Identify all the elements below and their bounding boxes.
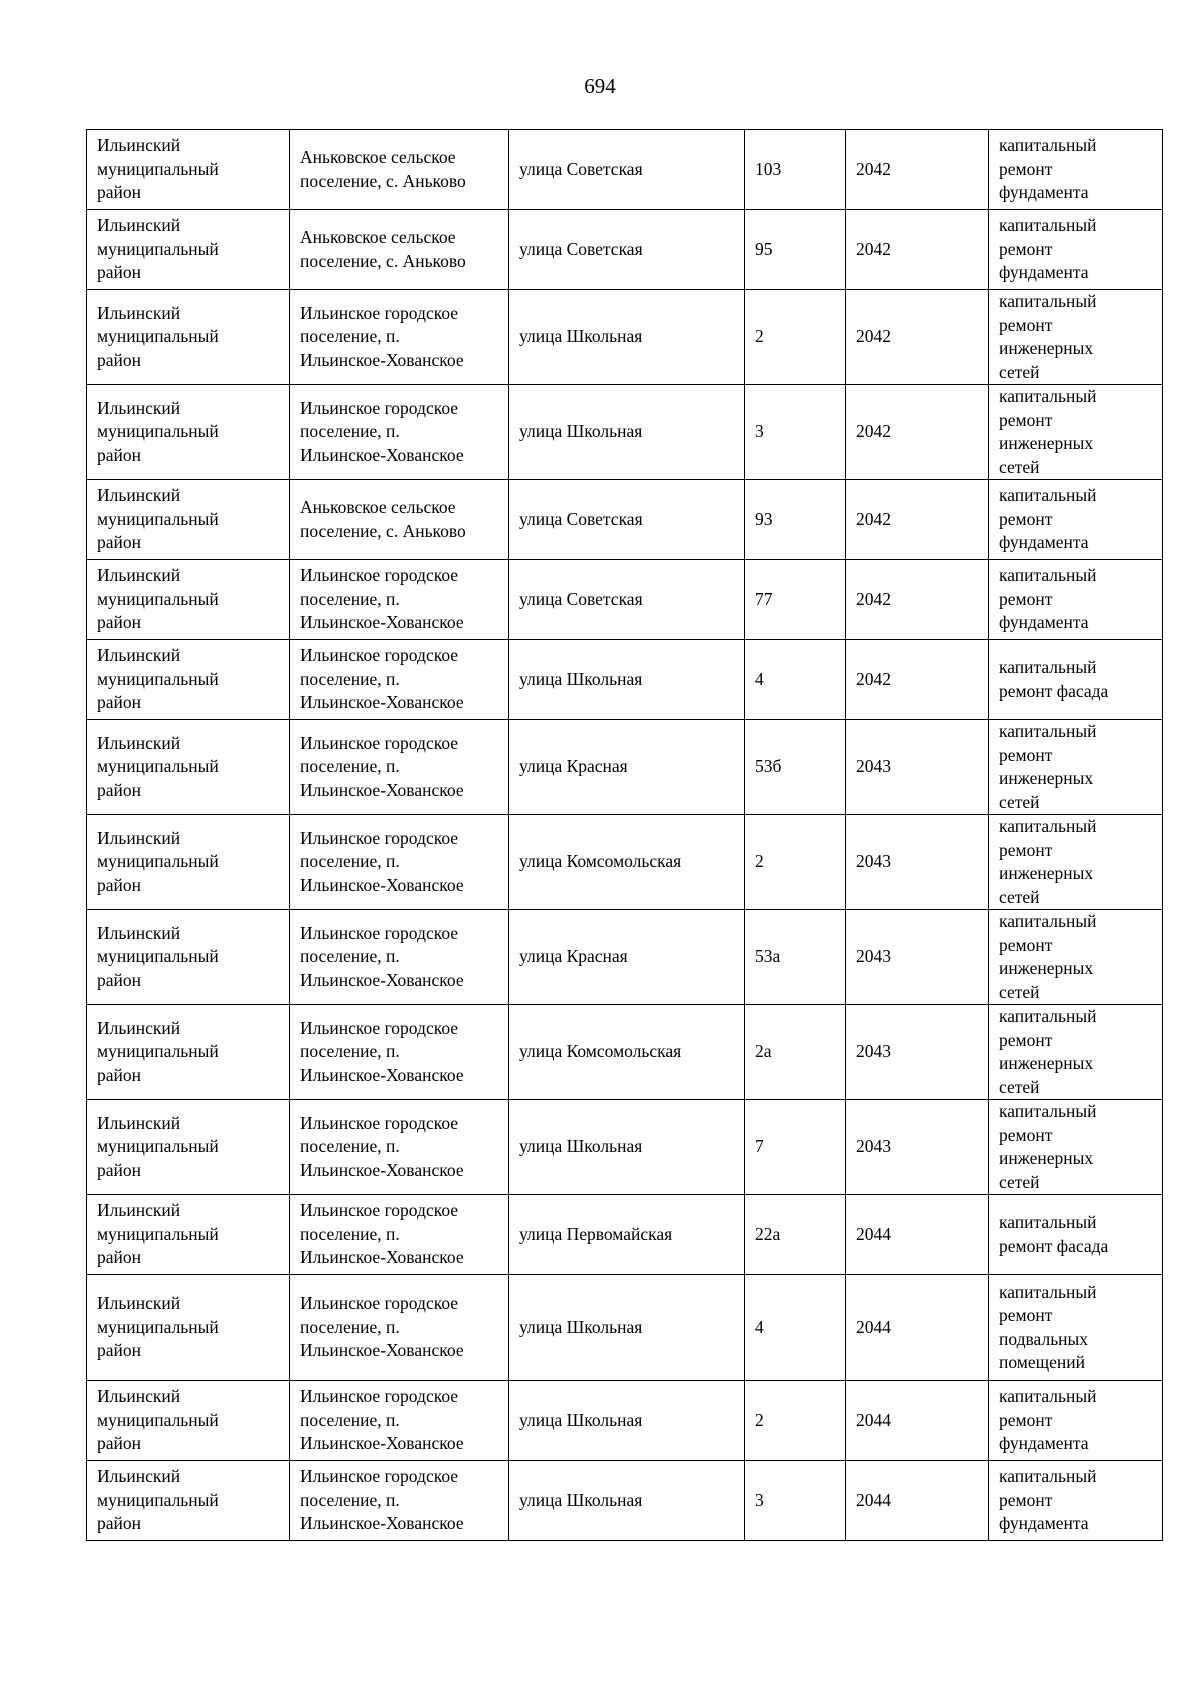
table-row — [87, 910, 1163, 1005]
settlement-cell-line: Ильинское городское — [300, 1017, 459, 1038]
year-cell: 2042 — [846, 640, 989, 720]
district-cell-line: Ильинский — [97, 827, 181, 848]
work-type-cell-line: ремонт — [999, 238, 1053, 259]
street-cell: улица Школьная — [509, 1100, 745, 1195]
district-cell-line: муниципальный — [97, 1316, 219, 1337]
house-number-cell: 103 — [745, 130, 846, 210]
table-row — [87, 480, 1163, 560]
district-cell-line: Ильинский — [97, 1112, 181, 1133]
settlement-cell-line: Аньковское сельское — [300, 147, 456, 167]
work-type-cell-line: сетей — [999, 886, 1040, 907]
settlement-cell-line: поселение, п. — [300, 851, 400, 872]
work-type-cell — [989, 1195, 1163, 1275]
work-type-cell-line: капитальный — [999, 485, 1097, 506]
work-type-cell-line: капитальный — [999, 1466, 1097, 1487]
street-cell: улица Советская — [509, 560, 745, 640]
table-row — [87, 1195, 1163, 1275]
settlement-cell — [290, 1381, 509, 1461]
settlement-cell-line: Ильинское городское — [300, 645, 459, 666]
street-cell: улица Школьная — [509, 640, 745, 720]
work-type-cell-line: капитальный — [999, 1386, 1097, 1407]
district-cell-line: район — [97, 874, 141, 895]
table-row — [87, 560, 1163, 640]
year-cell: 2044 — [846, 1275, 989, 1381]
district-cell-line: район — [97, 1340, 141, 1361]
work-type-cell-line: фундамента — [999, 612, 1089, 633]
house-number-cell: 95 — [745, 210, 846, 290]
table-row — [87, 210, 1163, 290]
settlement-cell — [290, 910, 509, 1005]
table-row — [87, 1275, 1163, 1381]
work-type-cell — [989, 1100, 1163, 1195]
house-number-cell: 2 — [745, 290, 846, 385]
district-cell-line: Ильинский — [97, 1293, 181, 1314]
district-cell-line: Ильинский — [97, 565, 181, 586]
work-type-cell-line: фундамента — [999, 1513, 1089, 1534]
street-cell: улица Комсомольская — [509, 815, 745, 910]
work-type-cell-line: сетей — [999, 361, 1040, 382]
work-type-cell-line: капитальный — [999, 721, 1097, 741]
district-cell — [87, 290, 290, 385]
house-number-cell: 3 — [745, 1461, 846, 1541]
settlement-cell-line: Ильинское городское — [300, 1293, 459, 1314]
page-number: 694 — [584, 74, 616, 98]
district-cell-line: район — [97, 1513, 141, 1534]
work-type-cell-line: сетей — [999, 456, 1040, 477]
settlement-cell-line: Ильинское городское — [300, 565, 459, 586]
work-type-cell-line: капитальный — [999, 215, 1097, 236]
district-cell-line: муниципальный — [97, 946, 219, 967]
settlement-cell-line: Ильинское-Хованское — [300, 779, 464, 800]
settlement-cell-line: поселение, п. — [300, 756, 400, 777]
house-number-cell: 53а — [745, 910, 846, 1005]
district-cell-line: муниципальный — [97, 508, 219, 529]
settlement-cell-line: Ильинское городское — [300, 397, 459, 418]
district-cell-line: муниципальный — [97, 238, 219, 259]
work-type-cell — [989, 815, 1163, 910]
settlement-cell-line: поселение, п. — [300, 1136, 400, 1157]
year-cell: 2044 — [846, 1381, 989, 1461]
work-type-cell — [989, 1461, 1163, 1541]
settlement-cell-line: Ильинское-Хованское — [300, 1433, 464, 1454]
district-cell-line: Ильинский — [97, 397, 181, 418]
settlement-cell — [290, 1195, 509, 1275]
settlement-cell-line: Ильинское-Хованское — [300, 969, 464, 990]
work-type-cell-line: инженерных — [999, 1053, 1094, 1073]
district-cell-line: Ильинский — [97, 215, 181, 236]
work-type-cell-line: ремонт — [999, 409, 1053, 430]
work-type-cell — [989, 1005, 1163, 1100]
settlement-cell-line: Ильинское городское — [300, 732, 459, 753]
district-cell — [87, 1195, 290, 1275]
settlement-cell-line: Аньковское сельское — [300, 497, 456, 517]
settlement-cell-line: поселение, п. — [300, 588, 400, 609]
work-type-cell — [989, 480, 1163, 560]
work-type-cell-line: ремонт фасада — [999, 1235, 1109, 1256]
work-type-cell-line: сетей — [999, 1171, 1040, 1192]
district-cell-line: район — [97, 1433, 141, 1454]
work-type-cell-line: капитальный — [999, 1212, 1097, 1232]
table-row — [87, 1005, 1163, 1100]
district-cell — [87, 560, 290, 640]
district-cell — [87, 1381, 290, 1461]
district-cell-line: муниципальный — [97, 421, 219, 442]
district-cell — [87, 640, 290, 720]
district-cell-line: муниципальный — [97, 851, 219, 872]
work-type-cell-line: капитальный — [999, 657, 1097, 677]
house-number-cell: 22а — [745, 1195, 846, 1275]
settlement-cell-line: поселение, п. — [300, 1409, 400, 1430]
district-cell-line: муниципальный — [97, 668, 219, 689]
street-cell: улица Школьная — [509, 290, 745, 385]
work-type-cell-line: ремонт — [999, 508, 1053, 529]
settlement-cell-line: Ильинское-Хованское — [300, 612, 464, 633]
year-cell: 2043 — [846, 720, 989, 815]
settlement-cell-line: поселение, п. — [300, 421, 400, 442]
district-cell-line: муниципальный — [97, 1409, 219, 1430]
work-type-cell-line: капитальный — [999, 911, 1097, 931]
settlement-cell-line: Ильинское городское — [300, 302, 459, 323]
settlement-cell — [290, 560, 509, 640]
work-type-cell-line: инженерных — [999, 863, 1094, 883]
work-type-cell — [989, 560, 1163, 640]
work-type-cell-line: капитальный — [999, 386, 1097, 406]
work-type-cell — [989, 210, 1163, 290]
house-number-cell: 3 — [745, 385, 846, 480]
district-cell — [87, 385, 290, 480]
settlement-cell-line: поселение, с. Аньково — [300, 170, 466, 191]
district-cell-line: муниципальный — [97, 1223, 219, 1244]
work-type-cell-line: ремонт — [999, 1409, 1053, 1430]
work-type-cell-line: ремонт — [999, 1489, 1053, 1510]
work-type-cell — [989, 130, 1163, 210]
settlement-cell-line: Ильинское-Хованское — [300, 1159, 464, 1180]
settlement-cell-line: поселение, с. Аньково — [300, 520, 466, 541]
settlement-cell-line: Ильинское городское — [300, 922, 459, 943]
settlement-cell — [290, 1275, 509, 1381]
district-cell-line: муниципальный — [97, 588, 219, 609]
district-cell-line: Ильинский — [97, 1466, 181, 1487]
work-type-cell-line: ремонт — [999, 1305, 1053, 1325]
street-cell: улица Советская — [509, 130, 745, 210]
district-cell-line: Ильинский — [97, 732, 181, 753]
district-cell-line: район — [97, 1064, 141, 1085]
settlement-cell-line: поселение, п. — [300, 1316, 400, 1337]
settlement-cell — [290, 1461, 509, 1541]
work-type-cell — [989, 1381, 1163, 1461]
street-cell: улица Красная — [509, 720, 745, 815]
settlement-cell-line: Ильинское-Хованское — [300, 1247, 464, 1268]
house-number-cell: 2а — [745, 1005, 846, 1100]
settlement-cell — [290, 210, 509, 290]
work-type-cell-line: капитальный — [999, 291, 1097, 311]
work-type-cell-line: фундамента — [999, 1433, 1089, 1454]
settlement-cell-line: Ильинское-Хованское — [300, 1340, 464, 1361]
street-cell: улица Школьная — [509, 1381, 745, 1461]
settlement-cell-line: поселение, п. — [300, 946, 400, 967]
district-cell — [87, 720, 290, 815]
district-cell — [87, 1461, 290, 1541]
district-cell-line: район — [97, 444, 141, 465]
district-cell-line: муниципальный — [97, 756, 219, 777]
year-cell: 2043 — [846, 1005, 989, 1100]
work-type-cell-line: ремонт — [999, 1029, 1053, 1050]
year-cell: 2044 — [846, 1461, 989, 1541]
district-cell-line: район — [97, 969, 141, 990]
work-type-cell-line: сетей — [999, 1076, 1040, 1097]
work-type-cell-line: сетей — [999, 981, 1040, 1002]
district-cell-line: Ильинский — [97, 1386, 181, 1407]
work-type-cell-line: инженерных — [999, 433, 1094, 453]
house-number-cell: 4 — [745, 1275, 846, 1381]
work-type-cell-line: капитальный — [999, 1101, 1097, 1121]
house-number-cell: 7 — [745, 1100, 846, 1195]
year-cell: 2042 — [846, 130, 989, 210]
table-row — [87, 815, 1163, 910]
district-cell-line: район — [97, 612, 141, 633]
settlement-cell-line: поселение, с. Аньково — [300, 250, 466, 271]
district-cell-line: Ильинский — [97, 1200, 181, 1221]
settlement-cell — [290, 1100, 509, 1195]
work-type-cell-line: ремонт — [999, 839, 1053, 860]
year-cell: 2043 — [846, 815, 989, 910]
street-cell: улица Школьная — [509, 1461, 745, 1541]
work-type-cell-line: ремонт — [999, 934, 1053, 955]
table-row — [87, 290, 1163, 385]
year-cell: 2042 — [846, 290, 989, 385]
work-type-cell-line: ремонт — [999, 1124, 1053, 1145]
year-cell: 2042 — [846, 385, 989, 480]
table-body — [87, 130, 1163, 1541]
house-number-cell: 77 — [745, 560, 846, 640]
work-type-cell-line: капитальный — [999, 816, 1097, 836]
year-cell: 2044 — [846, 1195, 989, 1275]
district-cell-line: район — [97, 532, 141, 553]
work-type-cell-line: капитальный — [999, 1006, 1097, 1026]
district-cell-line: муниципальный — [97, 326, 219, 347]
settlement-cell-line: Ильинское городское — [300, 1466, 459, 1487]
table-row — [87, 1461, 1163, 1541]
settlement-cell-line: поселение, п. — [300, 1041, 400, 1062]
work-type-cell-line: ремонт — [999, 744, 1053, 765]
work-type-cell — [989, 720, 1163, 815]
settlement-cell — [290, 385, 509, 480]
district-cell-line: Ильинский — [97, 922, 181, 943]
settlement-cell-line: Ильинское городское — [300, 827, 459, 848]
district-cell — [87, 1275, 290, 1381]
work-type-cell — [989, 910, 1163, 1005]
work-type-cell-line: ремонт — [999, 588, 1053, 609]
settlement-cell-line: Ильинское городское — [300, 1386, 459, 1407]
year-cell: 2042 — [846, 210, 989, 290]
house-number-cell: 2 — [745, 815, 846, 910]
street-cell: улица Комсомольская — [509, 1005, 745, 1100]
settlement-cell-line: Ильинское-Хованское — [300, 1064, 464, 1085]
district-cell — [87, 815, 290, 910]
year-cell: 2042 — [846, 480, 989, 560]
work-type-cell-line: ремонт — [999, 314, 1053, 335]
settlement-cell-line: поселение, п. — [300, 326, 400, 347]
work-type-cell — [989, 385, 1163, 480]
work-type-cell-line: капитальный — [999, 565, 1097, 586]
district-cell — [87, 130, 290, 210]
district-cell-line: район — [97, 1247, 141, 1268]
settlement-cell — [290, 130, 509, 210]
district-cell-line: район — [97, 779, 141, 800]
work-type-cell-line: ремонт — [999, 158, 1053, 179]
district-cell-line: Ильинский — [97, 135, 181, 156]
district-cell-line: муниципальный — [97, 1489, 219, 1510]
table-row — [87, 130, 1163, 210]
street-cell: улица Советская — [509, 480, 745, 560]
work-type-cell-line: ремонт фасада — [999, 680, 1109, 701]
work-type-cell-line: инженерных — [999, 768, 1094, 788]
work-type-cell — [989, 290, 1163, 385]
house-number-cell: 53б — [745, 720, 846, 815]
work-type-cell-line: сетей — [999, 791, 1040, 812]
settlement-cell-line: Ильинское городское — [300, 1200, 459, 1221]
district-cell-line: Ильинский — [97, 485, 181, 506]
table-row — [87, 1381, 1163, 1461]
year-cell: 2043 — [846, 910, 989, 1005]
work-type-cell-line: капитальный — [999, 135, 1097, 156]
house-number-cell: 4 — [745, 640, 846, 720]
street-cell: улица Первомайская — [509, 1195, 745, 1275]
street-cell: улица Советская — [509, 210, 745, 290]
district-cell-line: район — [97, 349, 141, 370]
settlement-cell-line: Ильинское-Хованское — [300, 444, 464, 465]
work-type-cell-line: инженерных — [999, 958, 1094, 978]
district-cell — [87, 480, 290, 560]
house-number-cell: 2 — [745, 1381, 846, 1461]
street-cell: улица Школьная — [509, 385, 745, 480]
settlement-cell-line: Ильинское городское — [300, 1112, 459, 1133]
work-type-cell-line: инженерных — [999, 338, 1094, 358]
table-row — [87, 385, 1163, 480]
settlement-cell-line: поселение, п. — [300, 1223, 400, 1244]
year-cell: 2043 — [846, 1100, 989, 1195]
district-cell-line: муниципальный — [97, 1136, 219, 1157]
settlement-cell-line: Ильинское-Хованское — [300, 1513, 464, 1534]
work-type-cell-line: фундамента — [999, 532, 1089, 553]
settlement-cell — [290, 290, 509, 385]
work-type-cell-line: капитальный — [999, 1281, 1097, 1302]
table-row — [87, 640, 1163, 720]
work-type-cell-line: фундамента — [999, 262, 1089, 283]
district-cell-line: муниципальный — [97, 158, 219, 179]
work-type-cell — [989, 1275, 1163, 1381]
street-cell: улица Школьная — [509, 1275, 745, 1381]
district-cell-line: район — [97, 182, 141, 203]
district-cell — [87, 1005, 290, 1100]
year-cell: 2042 — [846, 560, 989, 640]
district-cell-line: Ильинский — [97, 302, 181, 323]
district-cell — [87, 1100, 290, 1195]
district-cell — [87, 210, 290, 290]
capital-repair-table — [86, 129, 1163, 1541]
settlement-cell-line: поселение, п. — [300, 1489, 400, 1510]
settlement-cell — [290, 640, 509, 720]
table-row — [87, 1100, 1163, 1195]
settlement-cell-line: Ильинское-Хованское — [300, 349, 464, 370]
district-cell-line: район — [97, 1159, 141, 1180]
settlement-cell-line: Ильинское-Хованское — [300, 874, 464, 895]
district-cell-line: район — [97, 692, 141, 713]
table-row — [87, 720, 1163, 815]
settlement-cell — [290, 815, 509, 910]
street-cell: улица Красная — [509, 910, 745, 1005]
district-cell-line: район — [97, 262, 141, 283]
settlement-cell — [290, 720, 509, 815]
work-type-cell-line: подвальных — [999, 1328, 1089, 1349]
work-type-cell-line: помещений — [999, 1352, 1085, 1372]
settlement-cell — [290, 1005, 509, 1100]
district-cell — [87, 910, 290, 1005]
work-type-cell-line: фундамента — [999, 182, 1089, 203]
work-type-cell-line: инженерных — [999, 1148, 1094, 1168]
district-cell-line: Ильинский — [97, 1017, 181, 1038]
settlement-cell — [290, 480, 509, 560]
work-type-cell — [989, 640, 1163, 720]
district-cell-line: муниципальный — [97, 1041, 219, 1062]
settlement-cell-line: Ильинское-Хованское — [300, 692, 464, 713]
settlement-cell-line: поселение, п. — [300, 668, 400, 689]
district-cell-line: Ильинский — [97, 645, 181, 666]
house-number-cell: 93 — [745, 480, 846, 560]
settlement-cell-line: Аньковское сельское — [300, 227, 456, 247]
